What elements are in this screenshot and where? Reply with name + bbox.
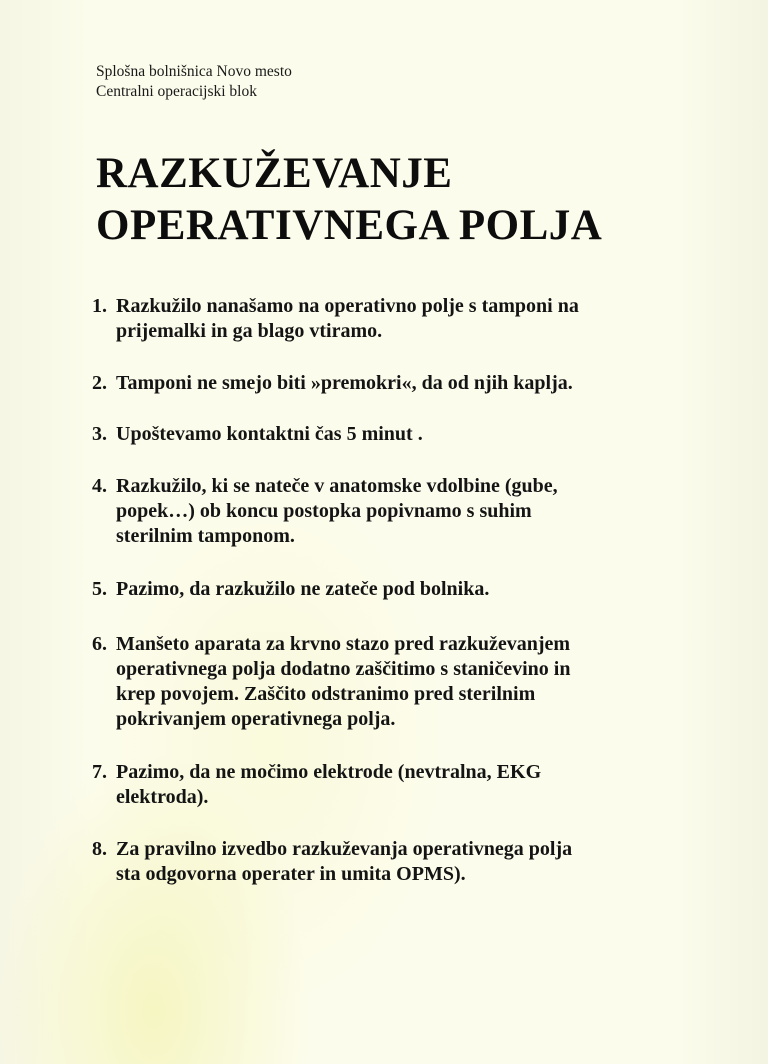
- rule-item-3: [92, 422, 692, 447]
- rule-text-line: Manšeto aparata za krvno stazo pred razkuževanjem: [116, 633, 571, 655]
- rule-text-line: sta odgovorna operater in umita OPMS).: [116, 863, 466, 885]
- rule-text-line: elektroda).: [116, 786, 209, 808]
- rule-item-7: [92, 760, 692, 810]
- department-name: Centralni operacijski blok: [96, 83, 257, 100]
- rule-text-line: operativnega polja dodatno zaščitimo s staničevino in: [116, 658, 571, 680]
- rule-number: 7.: [92, 761, 107, 783]
- rule-text-line: krep povojem. Zaščito odstranimo pred sterilnim: [116, 683, 536, 705]
- rule-number: 8.: [92, 838, 107, 860]
- rule-number: 5.: [92, 578, 107, 600]
- rule-text-line: Za pravilno izvedbo razkuževanja operativnega polja: [116, 838, 573, 860]
- rule-item-6: [92, 632, 692, 732]
- rule-number: 4.: [92, 475, 107, 497]
- title-line-2: OPERATIVNEGA POLJA: [96, 202, 603, 249]
- rule-text-line: Tamponi ne smejo biti »premokri«, da od njih kaplja.: [116, 372, 573, 394]
- rule-text-line: Pazimo, da razkužilo ne zateče pod bolnika.: [116, 578, 490, 600]
- rule-number: 3.: [92, 423, 107, 445]
- rule-item-8: [92, 837, 692, 887]
- rule-text-line: Upoštevamo kontaktni čas 5 minut .: [116, 423, 423, 445]
- rule-text-line: Razkužilo nanašamo na operativno polje s tamponi na: [116, 295, 579, 317]
- rule-text-line: pokrivanjem operativnega polja.: [116, 708, 396, 730]
- rule-number: 6.: [92, 633, 107, 655]
- rule-text-line: sterilnim tamponom.: [116, 525, 295, 547]
- title-line-1: RAZKUŽEVANJE: [96, 150, 453, 197]
- rules-list: [92, 294, 692, 887]
- rule-text-line: Razkužilo, ki se nateče v anatomske vdolbine (gube,: [116, 475, 558, 497]
- rule-item-5: [92, 577, 692, 602]
- rule-item-4: [92, 474, 692, 549]
- rule-text-line: prijemalki in ga blago vtiramo.: [116, 320, 383, 342]
- rule-number: 2.: [92, 372, 107, 394]
- rule-item-1: [92, 294, 692, 344]
- rule-number: 1.: [92, 295, 107, 317]
- institution-name: Splošna bolnišnica Novo mesto: [96, 63, 292, 80]
- page-title: [96, 148, 602, 252]
- rule-item-2: [92, 371, 692, 396]
- rule-text-line: popek…) ob koncu postopka popivnamo s suhim: [116, 500, 532, 522]
- rule-text-line: Pazimo, da ne močimo elektrode (nevtralna, EKG: [116, 761, 542, 783]
- header: [96, 62, 292, 102]
